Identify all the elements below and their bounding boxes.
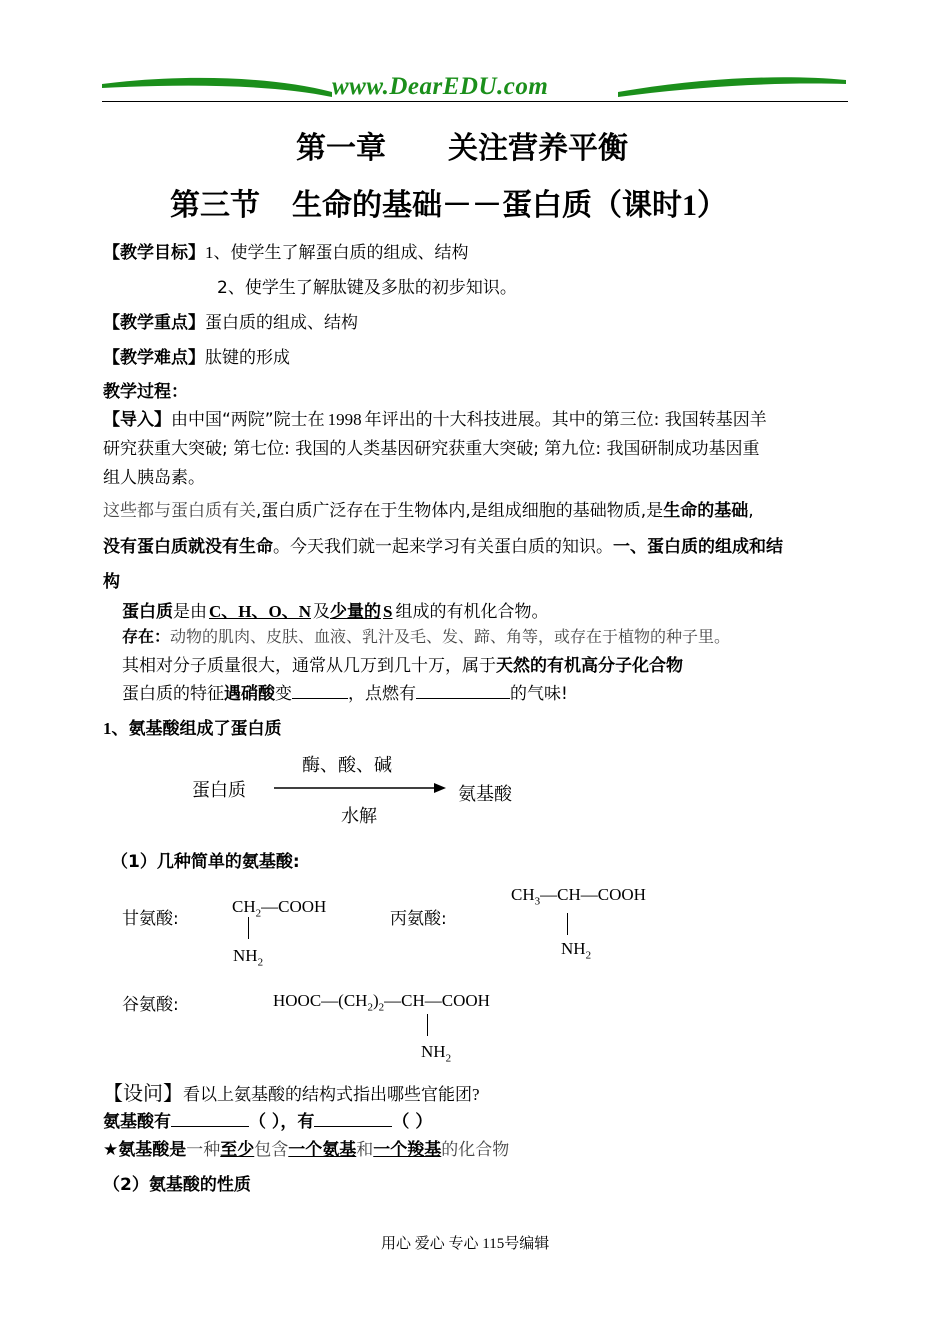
sub1-title: 、氨基酸组成了蛋白质 bbox=[111, 719, 282, 739]
glycine-bond bbox=[248, 917, 249, 939]
definition-amino-group: 一个氨基 bbox=[288, 1140, 357, 1160]
exists-label: 存在： bbox=[122, 627, 171, 646]
reaction-arrow-icon bbox=[274, 781, 448, 795]
alanine-nh-sub: 2 bbox=[585, 949, 592, 962]
mass-line bbox=[122, 651, 683, 676]
exists-text: 动物的肌肉、皮肤、血液、乳汁及毛、发、蹄、角等，或存在于植物的种子里。 bbox=[170, 629, 731, 646]
alanine-label: 丙氨酸: bbox=[390, 909, 447, 929]
objective-2: 2、使学生了解肽键及多肽的初步知识。 bbox=[217, 278, 517, 298]
feature-line bbox=[122, 679, 568, 704]
alanine-chain: —CH—COOH bbox=[540, 885, 646, 904]
intro-text-b: 年评出的十大科技进展。其中的第三位: 我国转基因羊 bbox=[364, 410, 767, 430]
objectives-label: 【教学目标】 bbox=[103, 243, 205, 263]
difficulty-text: 肽键的形成 bbox=[205, 348, 290, 368]
reaction-type: 水解 bbox=[341, 806, 377, 826]
smell-blank[interactable] bbox=[416, 682, 510, 699]
alanine-nh: NH bbox=[561, 939, 586, 958]
glycine-nh: NH bbox=[233, 946, 258, 965]
chapter-number: 第一章 bbox=[296, 131, 386, 166]
header-divider bbox=[102, 101, 848, 102]
question-text: 看以上氨基酸的结构式指出哪些官能团? bbox=[183, 1085, 480, 1104]
sulfur-element: S bbox=[383, 602, 393, 621]
glycine-ch-sub: 2 bbox=[255, 907, 262, 920]
glutamic-sub1: 2 bbox=[367, 1001, 373, 1014]
reaction-product: 氨基酸 bbox=[458, 784, 512, 804]
mass-text: 其相对分子质量很大，通常从几万到几十万，属于 bbox=[122, 656, 496, 676]
glutamic-sub2: 2 bbox=[378, 1001, 385, 1014]
process-label: 教学过程： bbox=[103, 382, 188, 402]
glutamic-bond bbox=[427, 1014, 428, 1036]
fill-paren-2: （ ） bbox=[392, 1112, 433, 1132]
glycine-formula-top bbox=[232, 897, 326, 919]
feature-text-a: 蛋白质的特征 bbox=[122, 684, 224, 704]
difficulty-label: 【教学难点】 bbox=[103, 348, 205, 368]
intro-year: 1998 bbox=[327, 410, 362, 429]
mass-emphasis: 天然的有机高分子化合物 bbox=[496, 656, 683, 676]
definition-text-d: 的化合物 bbox=[441, 1140, 510, 1159]
objective-number: 1 bbox=[205, 243, 214, 262]
fill-text-a: 氨基酸有 bbox=[103, 1112, 171, 1132]
section-name: 生命的基础－－蛋白质（课时 bbox=[292, 188, 682, 223]
para-emphasis-2: 没有蛋白质就没有生命 bbox=[103, 537, 273, 557]
alanine-formula-top bbox=[511, 885, 646, 907]
alanine-bond bbox=[567, 913, 568, 935]
site-logo-text[interactable]: www.DearEDU.com bbox=[332, 73, 549, 100]
exists-line bbox=[122, 624, 730, 647]
alanine-amino bbox=[561, 939, 591, 961]
glutamic-formula-top bbox=[273, 991, 490, 1013]
elements-list: C、H、O、N bbox=[209, 602, 311, 621]
glutamic-nh-sub: 2 bbox=[445, 1052, 452, 1065]
chapter-name: 关注营养平衡 bbox=[448, 131, 628, 166]
intro-text-a: 由中国“两院”院士在 bbox=[171, 410, 325, 430]
protein-term: 蛋白质 bbox=[122, 602, 173, 622]
definition-term: 氨基酸是 bbox=[118, 1140, 187, 1160]
intro-line-2: 研究获重大突破; 第七位: 我国的人类基因研究获重大突破; 第九位: 我国研制成功基因重 bbox=[103, 439, 760, 459]
key-point-label: 【教学重点】 bbox=[103, 313, 205, 333]
definition-and: 和 bbox=[356, 1140, 374, 1159]
alanine-ch-sub: 3 bbox=[534, 895, 541, 908]
feature-text-b: 变 bbox=[275, 684, 292, 704]
lesson-number: 1 bbox=[682, 189, 697, 222]
definition-line bbox=[103, 1135, 509, 1160]
intro-label: 【导入】 bbox=[103, 410, 171, 430]
definition-text-b: 包含 bbox=[254, 1140, 289, 1159]
glutamic-label: 谷氨酸: bbox=[122, 995, 179, 1015]
glycine-nh-sub: 2 bbox=[257, 956, 264, 969]
definition-at-least: 至少 bbox=[220, 1140, 255, 1160]
glycine-amino bbox=[233, 946, 263, 968]
sub1-number: 1 bbox=[103, 719, 112, 738]
section-one-heading-end: 构 bbox=[103, 572, 120, 592]
para-text-d: 。今天我们就一起来学习有关蛋白质的知识。 bbox=[273, 537, 613, 557]
glutamic-chain: —CH—COOH bbox=[384, 991, 490, 1010]
intro-line-1 bbox=[103, 405, 767, 430]
composition-text-a: 是由 bbox=[173, 602, 207, 622]
feature-text-c: ，点燃有 bbox=[348, 684, 416, 704]
composition-and: 及 bbox=[313, 602, 330, 622]
glutamic-amino bbox=[421, 1042, 451, 1064]
fill-paren-1: （ ），有 bbox=[249, 1112, 315, 1132]
sub1-heading bbox=[103, 714, 282, 739]
definition-text-a: 一种 bbox=[186, 1140, 221, 1159]
reaction-reactant: 蛋白质 bbox=[192, 780, 246, 800]
site-header-banner bbox=[100, 70, 848, 104]
glutamic-nh: NH bbox=[421, 1042, 446, 1061]
key-point-line bbox=[103, 308, 358, 333]
star-icon: ★ bbox=[103, 1140, 119, 1160]
small-amount: 少量的 bbox=[330, 602, 381, 622]
key-point-text: 蛋白质的组成、结构 bbox=[205, 313, 358, 333]
color-change-blank[interactable] bbox=[292, 682, 348, 699]
group2-blank[interactable] bbox=[314, 1110, 392, 1127]
fill-line bbox=[103, 1107, 432, 1132]
composition-line bbox=[122, 597, 548, 622]
objectives-line-1 bbox=[103, 238, 469, 263]
feature-emphasis: 遇硝酸 bbox=[224, 684, 275, 704]
glycine-ch: CH bbox=[232, 897, 256, 916]
sub2-heading: （2）氨基酸的性质 bbox=[103, 1175, 251, 1195]
para-text-b: ,蛋白质广泛存在于生物体内,是组成细胞的基础物质,是 bbox=[256, 501, 664, 521]
alanine-ch: CH bbox=[511, 885, 535, 904]
para-text-a: 这些都与蛋白质有关 bbox=[103, 501, 256, 520]
reaction-conditions: 酶、酸、碱 bbox=[302, 755, 392, 775]
intro-line-3: 组人胰岛素。 bbox=[103, 468, 205, 488]
page-footer: 用心 爱心 专心 115号编辑 bbox=[381, 1236, 550, 1252]
para-emphasis-1: 生命的基础 bbox=[663, 501, 749, 521]
chapter-title bbox=[296, 123, 628, 167]
section-name-close: ） bbox=[697, 188, 727, 223]
feature-text-d: 的气味! bbox=[510, 684, 568, 704]
group1-blank[interactable] bbox=[171, 1110, 249, 1127]
glutamic-hooc: HOOC—(CH bbox=[273, 991, 368, 1010]
objective-1: 、使学生了解蛋白质的组成、结构 bbox=[213, 243, 469, 263]
section-number: 第三节 bbox=[170, 188, 260, 223]
section-title bbox=[170, 180, 727, 224]
para-line-2 bbox=[103, 532, 783, 557]
para-line-1 bbox=[103, 496, 754, 521]
section-one-heading: 一、蛋白质的组成和结 bbox=[613, 537, 783, 557]
glycine-cooh: —COOH bbox=[261, 897, 327, 916]
sub1a-heading: （1）几种简单的氨基酸: bbox=[111, 852, 300, 872]
question-label: 【设问】 bbox=[103, 1081, 183, 1105]
composition-text-rest: 组成的有机化合物。 bbox=[395, 602, 549, 622]
definition-carboxyl-group: 一个羧基 bbox=[373, 1140, 442, 1160]
difficulty-line bbox=[103, 343, 290, 368]
glycine-label: 甘氨酸: bbox=[122, 909, 179, 929]
para-comma: , bbox=[748, 501, 754, 521]
glutamic-paren: ) bbox=[372, 991, 379, 1010]
question-line bbox=[103, 1077, 480, 1106]
